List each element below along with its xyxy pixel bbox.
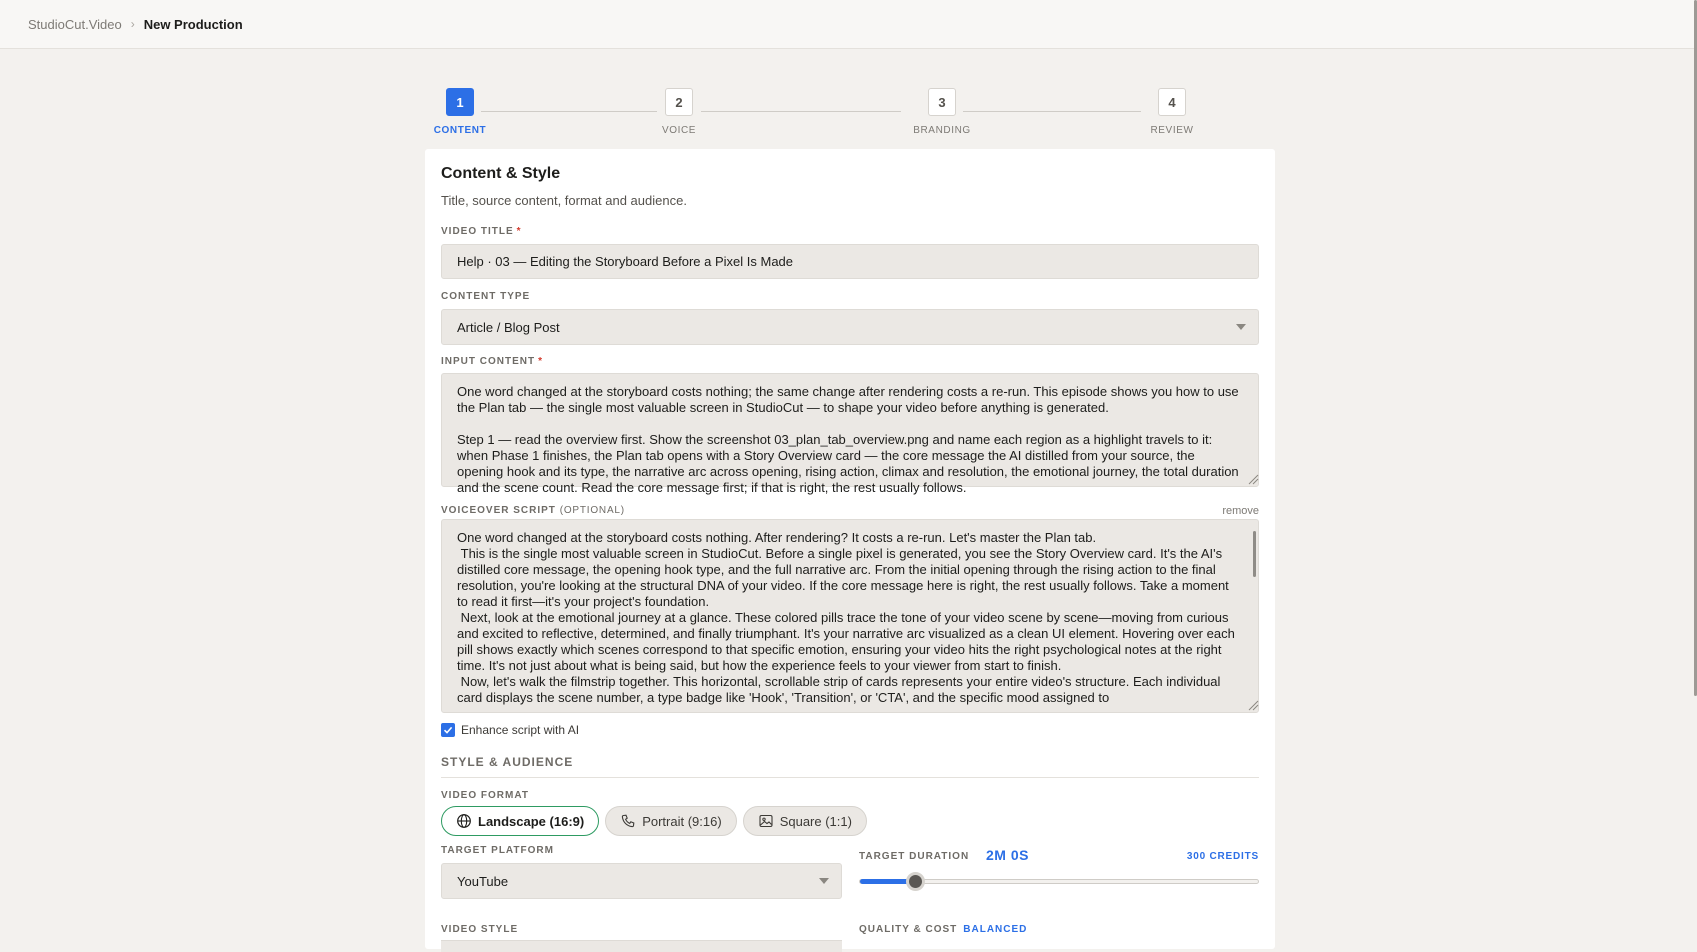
format-portrait-label: Portrait (9:16)	[642, 813, 722, 829]
breadcrumb-current: New Production	[143, 16, 243, 32]
stepper	[433, 88, 1272, 138]
video-style-select[interactable]	[441, 940, 842, 952]
quality-cost-label: QUALITY & COST BALANCED	[859, 924, 1028, 935]
phone-icon	[620, 813, 636, 829]
video-format-options	[441, 806, 867, 836]
voiceover-scrollbar[interactable]	[1253, 531, 1256, 577]
step-content[interactable]	[420, 88, 500, 136]
format-landscape-chip[interactable]	[441, 806, 599, 836]
video-format-label: VIDEO FORMAT	[441, 790, 529, 801]
step-label: CONTENT	[433, 125, 487, 136]
globe-icon	[456, 813, 472, 829]
content-type-value: Article / Blog Post	[457, 319, 560, 335]
content-style-card	[425, 149, 1275, 949]
duration-slider[interactable]	[859, 879, 1259, 884]
image-icon	[758, 813, 774, 829]
step-voice[interactable]	[639, 88, 719, 136]
video-title-input[interactable]: Help · 03 — Editing the Storyboard Before a Pixel Is Made	[441, 244, 1259, 279]
step-label: BRANDING	[913, 125, 971, 136]
quality-cost-value: BALANCED	[963, 924, 1028, 935]
input-content-label: INPUT CONTENT *	[441, 356, 544, 367]
step-connector	[481, 111, 657, 112]
target-platform-select[interactable]	[441, 863, 842, 899]
card-subtitle: Title, source content, format and audience.	[441, 193, 687, 208]
step-connector	[701, 111, 901, 112]
format-square-chip[interactable]	[743, 806, 867, 836]
enhance-checkbox[interactable]	[441, 723, 455, 737]
chevron-down-icon	[819, 878, 829, 884]
format-landscape-label: Landscape (16:9)	[478, 813, 585, 829]
step-number: 4	[1158, 88, 1186, 116]
content-type-select[interactable]	[441, 309, 1259, 345]
step-label: VOICE	[661, 125, 697, 136]
step-number: 3	[928, 88, 956, 116]
target-platform-value: YouTube	[457, 873, 509, 889]
required-mark: *	[538, 356, 544, 367]
format-portrait-chip[interactable]	[605, 806, 736, 836]
resize-handle-icon[interactable]	[1247, 473, 1259, 485]
step-review[interactable]	[1132, 88, 1212, 136]
voiceover-label: VOICEOVER SCRIPT (OPTIONAL)	[441, 505, 625, 516]
card-title: Content & Style	[441, 165, 561, 182]
format-square-label: Square (1:1)	[779, 813, 852, 829]
page-scrollbar[interactable]	[1693, 0, 1697, 940]
chevron-right-icon: ›	[130, 17, 135, 31]
step-number: 1	[446, 88, 474, 116]
enhance-label: Enhance script with AI	[461, 723, 580, 737]
optional-tag: (OPTIONAL)	[559, 505, 625, 516]
video-style-label: VIDEO STYLE	[441, 924, 519, 935]
step-number: 2	[665, 88, 693, 116]
step-connector	[963, 111, 1141, 112]
content-type-label: CONTENT TYPE	[441, 291, 531, 302]
enhance-script-row[interactable]	[441, 723, 579, 737]
chevron-down-icon	[1236, 324, 1246, 330]
input-content-textarea[interactable]: One word changed at the storyboard costs nothing; the same change after rendering costs a re-run. This episode shows you how to use the Plan tab — the single most valuable screen in StudioCut — to shape your video before anything is generated. Step 1 — read the overview first. Show the screenshot 03_plan_tab_overview.png and name each region as a highlight travels to it: when Phase 1 finishes, the Plan tab opens with a Story Overview card — the core message the AI distilled from your source, the opening hook and its type, the narrative arc across opening, rising action, climax and resolution, the emotional journey, the total duration and the scene count. Read the core message first; if that is right, the rest usually follows.	[441, 373, 1259, 487]
required-mark: *	[516, 226, 522, 237]
duration-slider-thumb[interactable]	[906, 872, 925, 891]
target-duration-value: 2M 0S	[986, 847, 1029, 863]
video-title-label: VIDEO TITLE *	[441, 226, 522, 237]
step-branding[interactable]	[902, 88, 982, 136]
step-label: REVIEW	[1150, 125, 1194, 136]
style-audience-heading: STYLE & AUDIENCE	[441, 755, 1259, 778]
credits-badge: 300 CREDITS	[1186, 851, 1259, 862]
voiceover-textarea[interactable]: One word changed at the storyboard costs nothing. After rendering? It costs a re-run. Let's master the Plan tab. This is the single most valuable screen in StudioCut. Before a single pixel is generated, you see the Story Overview card. It's the AI's distilled core message, the opening hook type, and the full narrative arc. From the initial opening through the rising action to the final resolution, you're looking at the structural DNA of your video. If the core message here is right, the rest usually follows. Take a moment to read it first—it's your project's foundation. Next, look at the emotional journey at a glance. These colored pills trace the tone of your video scene by scene—moving from curious and excited to reflective, determined, and finally triumphant. It's your narrative arc visualized as a clean UI element. Hovering over each pill shows exactly which scenes correspond to that specific emotion, ensuring your video hits the right psychological notes at the right time. It's not just about what is being said, but how the experience feels to your viewer from start to finish. Now, let's walk the filmstrip together. This horizontal, scrollable strip of cards represents your entire video's structure. Each individual card displays the scene number, a type badge like 'Hook', 'Transition', or 'CTA', and the specific mood assigned to	[441, 519, 1259, 713]
resize-handle-icon[interactable]	[1247, 699, 1259, 711]
check-icon	[443, 725, 453, 735]
breadcrumb-root[interactable]: StudioCut.Video	[28, 16, 122, 32]
top-bar	[0, 0, 1697, 49]
target-duration-label: TARGET DURATION	[859, 851, 970, 862]
target-platform-label: TARGET PLATFORM	[441, 845, 554, 856]
remove-voiceover-link[interactable]: remove	[1222, 505, 1259, 517]
